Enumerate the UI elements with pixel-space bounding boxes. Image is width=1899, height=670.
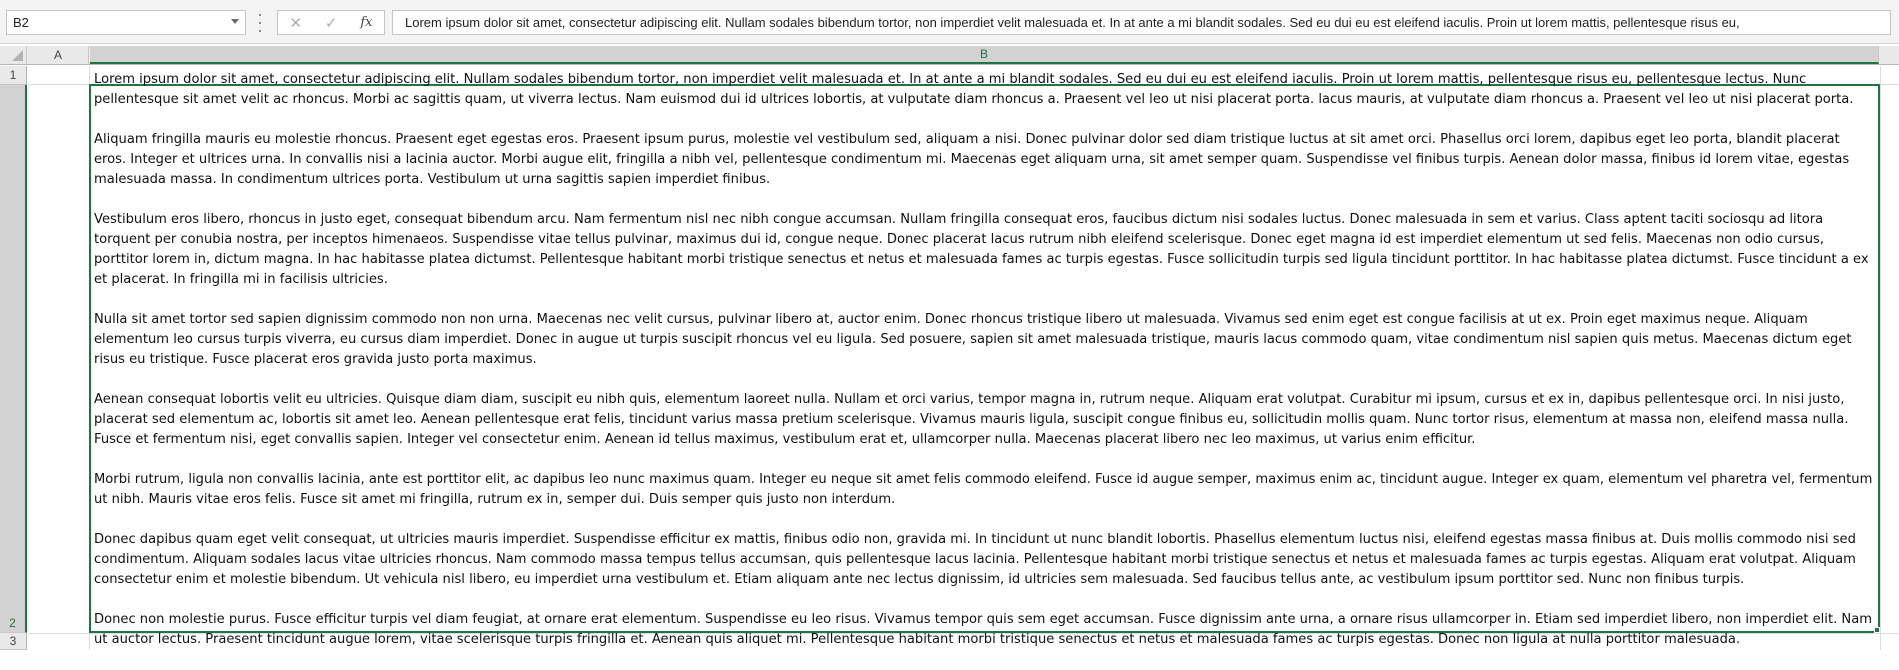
- insert-function-icon[interactable]: fx: [360, 15, 373, 30]
- formula-buttons: [277, 10, 385, 35]
- column-header-b[interactable]: B: [90, 46, 1879, 64]
- cell-paragraph: Aliquam fringilla mauris eu molestie rhoncus. Praesent eget egestas eros. Praesent ipsum purus, molestie vel vestibulum sed, aliquam a nisi. Donec pulvinar dolor sed diam tristique luctus at sit amet orci. Phasellus orci lorem, dapibus eget leo porta, blandit placerat eros. Integer et ultrices urna. In convallis nisi a lacinia auctor. Morbi augue elit, fringilla a nibh vel, pellentesque condimentum mi. Maecenas eget aliquam urna, sit amet semper quam. Suspendisse vel finibus turpis. Aenean dolor massa, finibus id lorem vitae, egestas malesuada massa. In condimentum ultrices porta. Vestibulum ut urna sagittis sapien imperdiet finibus.: [94, 132, 1850, 187]
- row-header-1[interactable]: 1: [0, 66, 27, 85]
- chevron-down-icon[interactable]: [231, 19, 239, 24]
- cell-paragraph: Vestibulum eros libero, rhoncus in justo eget, consequat bibendum arcu. Nam fermentum nisl nec nibh congue accumsan. Nullam fringilla consequat eros, faucibus dictum nisi sodales luctus. Donec malesuada in sem et varius. Class aptent taciti sociosqu ad litora torquent per conubia nostra, per inceptos himenaeos. Suspendisse vitae tellus pulvinar, maximus dui id, congue neque. Donec placerat lacus rutrum nibh eleifend scelerisque. Donec eget magna id est imperdiet elementum ut sed felis. Maecenas non odio cursus, porttitor lorem in, dictum magna. In hac habitasse platea dictumst. Pellentesque habitant morbi tristique senectus et netus et malesuada fames ac turpis egestas. Fusce sollicitudin turpis sed ligula tincidunt porttitor. In hac habitasse platea dictumst. Fusce tincidunt a ex et placerat. In fringilla mi in facilisis ultricies.: [94, 212, 1869, 287]
- cell-paragraph: Aenean consequat lobortis velit eu ultricies. Quisque diam diam, suscipit eu nibh quis, elementum laoreet nulla. Nullam et orci varius, tempor magna in, rutrum neque. Aliquam erat volutpat. Curabitur mi ipsum, cursus et ex in, dapibus pellentesque orci. In nisi justo, placerat sed elementum ac, lobortis sit amet leo. Aenean pellentesque erat felis, tincidunt varius massa pretium scelerisque. Vivamus mauris ligula, suscipit congue finibus eu, sollicitudin mollis quam. Nunc tortor risus, elementum at massa non, eleifend massa nulla. Fusce et fermentum nisi, eget convallis sapien. Integer vel consectetur enim. Aenean id tellus maximus, vestibulum erat et, ullamcorper nulla. Maecenas placerat libero nec leo maximus, ut varius enim efficitur.: [94, 392, 1849, 447]
- column-header-row: [0, 46, 1899, 65]
- cell-paragraph: Donec non molestie purus. Fusce efficitur turpis vel diam feugiat, at ornare erat elementum. Suspendisse eu leo risus. Vivamus tempor quis sem eget accumsan. Fusce dignissim ante urna, a ornare risus ullamcorper in. Etiam sed imperdiet libero, non imperdiet elit. Nam ut auctor lectus. Praesent tincidunt augue lorem, vitae scelerisque turpis fringilla et. Aenean quis aliquet mi. Pellentesque habitant morbi tristique senectus et netus et malesuada fames ac turpis egestas. Donec non ligula at nulla porttitor malesuada.: [94, 612, 1872, 647]
- cell-paragraph: Morbi rutrum, ligula non convallis lacinia, ante est porttitor elit, ac dapibus leo nunc maximus quam. Integer eu neque sit amet felis commodo eleifend. Fusce id augue semper, maximus enim ac, tincidunt augue. Integer ex quam, elementum vel pharetra vel, fermentum ut nibh. Mauris vitae eros felis. Fusce sit amet mi fringilla, rutrum ex in, semper dui. Duis semper quis justo non interdum.: [94, 472, 1873, 507]
- formula-bar: [0, 0, 1899, 44]
- cell-paragraph: Donec dapibus quam eget velit consequat, ut ultricies mauris imperdiet. Suspendisse efficitur ex mattis, finibus odio non, gravida mi. In tincidunt ut nunc blandit lobortis. Phasellus elementum luctus nisi, eleifend egestas massa finibus at. Duis mollis commodo nisi sed condimentum. Aliquam sodales lacus vitae ultricies rhoncus. Nam commodo massa tempus tellus accumsan, quis pellentesque lacus lacinia. Pellentesque habitant morbi tristique senectus et netus et malesuada fames ac turpis egestas. Aliquam erat volutpat. Aliquam consectetur enim et molestie bibendum. Ut vehicula nisl libero, eu imperdiet urna vestibulum et. Etiam aliquam ante nec lectus dignissim, id ultricies sem malesuada. Sed faucibus tellus ante, ac vestibulum ipsum porttitor sed. Nunc non finibus turpis.: [94, 532, 1856, 587]
- formula-input[interactable]: Lorem ipsum dolor sit amet, consectetur adipiscing elit. Nullam sodales bibendum tortor, non imperdiet velit malesuada et. In at ante a mi blandit sodales. Sed eu dui eu est eleifend iaculis. Proin ut lorem mattis, pellentesque risus eu,: [392, 10, 1891, 35]
- column-header-a[interactable]: A: [28, 46, 89, 64]
- cell-a1[interactable]: [28, 66, 89, 84]
- select-all-button[interactable]: [0, 46, 27, 64]
- cell-a2[interactable]: [28, 85, 89, 633]
- name-box[interactable]: [6, 10, 246, 35]
- cell-a3[interactable]: [28, 634, 89, 650]
- fill-handle[interactable]: [1874, 627, 1880, 633]
- cell-b2[interactable]: [89, 72, 1880, 647]
- cancel-icon[interactable]: ✕: [289, 14, 303, 32]
- drag-handle-icon[interactable]: [258, 14, 262, 32]
- grid-line: [1880, 66, 1881, 650]
- cell-paragraph: Lorem ipsum dolor sit amet, consectetur adipiscing elit. Nullam sodales bibendum tortor, non imperdiet velit malesuada et. In at ante a mi blandit sodales. Sed eu dui eu est eleifend iaculis. Proin ut lorem mattis, pellentesque risus eu, pellentesque lectus. Nunc pellentesque sit amet velit ac rhoncus. Morbi ac sagittis quam, ut viverra lectus. Nam euismod dui id ultrices lobortis, at vulputate diam rhoncus a. Praesent vel leo ut nisi placerat porta. lacus mauris, at vulputate diam rhoncus a. Praesent vel leo ut nisi placerat porta.: [94, 72, 1854, 107]
- row-header-2-label: 2: [9, 616, 16, 630]
- select-all-icon: [12, 50, 23, 61]
- row-header-2[interactable]: [0, 85, 27, 633]
- row-header-3[interactable]: 3: [0, 633, 27, 650]
- name-box-value: B2: [13, 15, 29, 30]
- cell-paragraph: Nulla sit amet tortor sed sapien dignissim commodo non non urna. Maecenas nec velit cursus, pulvinar libero at, auctor enim. Donec rhoncus tristique libero ut malesuada. Vivamus sed enim eget est congue facilisis at ut ex. Proin eget maximus neque. Aliquam elementum leo cursus turpis viverra, eu cursus diam imperdiet. Donec in augue ut turpis suscipit rhoncus vel eu ligula. Sed posuere, sapien sit amet malesuada tristique, mauris lacus commodo quam, vitae condimentum nisl sapien quis metus. Maecenas dictum eget risus eu tristique. Fusce placerat eros gravida justo porta maximus.: [94, 312, 1852, 367]
- enter-icon[interactable]: ✓: [324, 14, 338, 32]
- cell-b2-text: [94, 70, 1874, 670]
